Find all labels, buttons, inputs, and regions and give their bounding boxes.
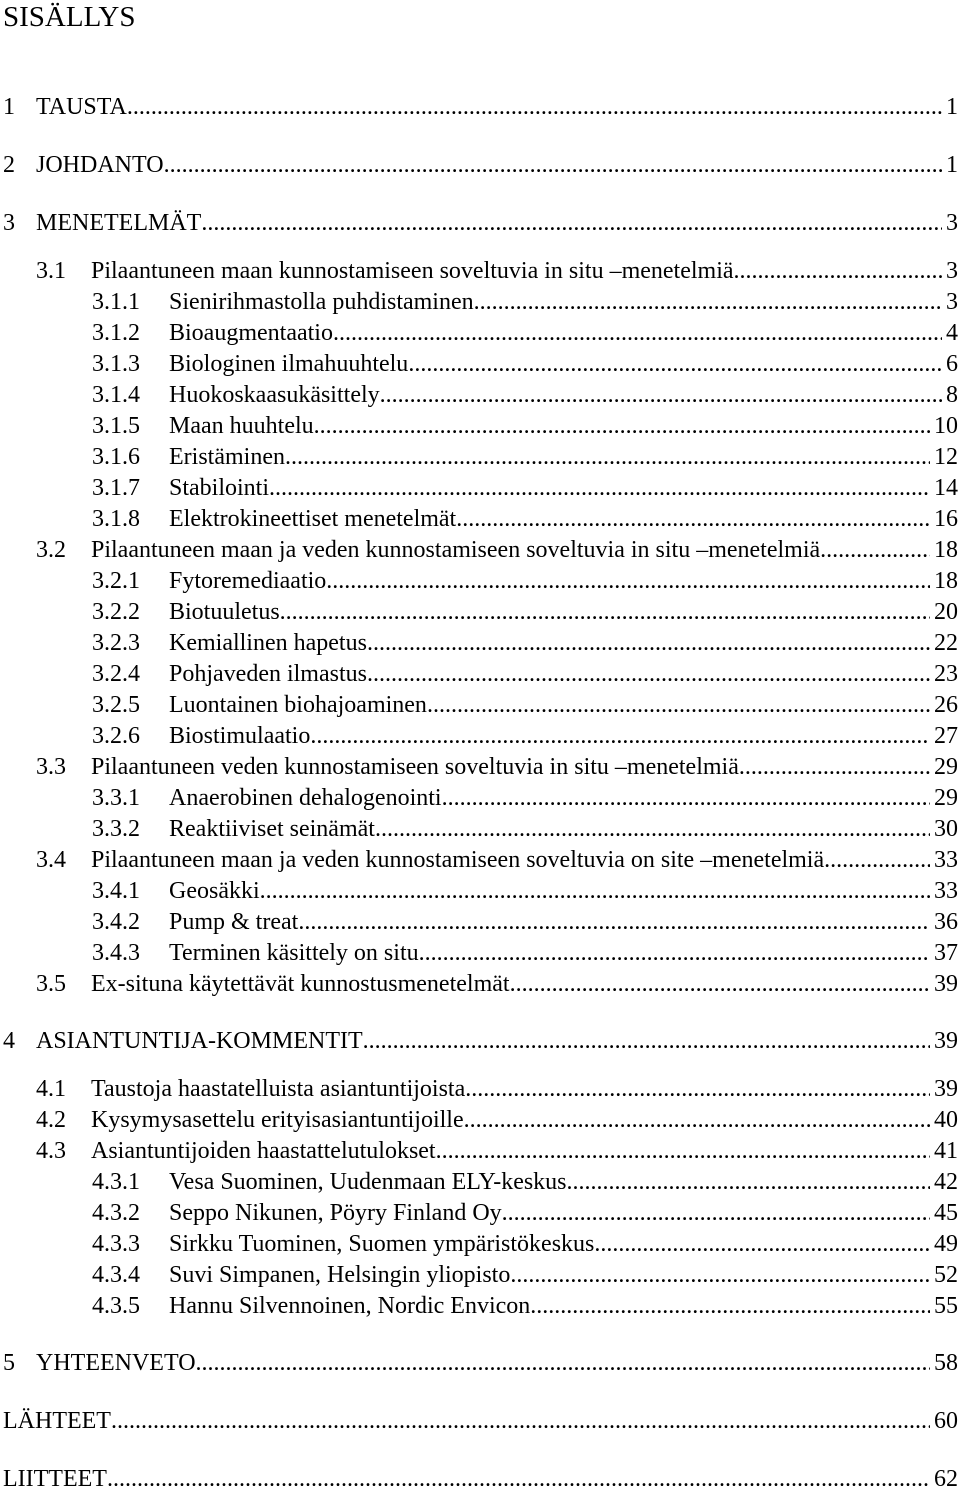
toc-entry[interactable]: [0, 876, 958, 906]
toc-entry-page-number: 3: [946, 289, 958, 315]
toc-entry-number: 3.1.7: [92, 475, 140, 501]
toc-dot-leader: [269, 473, 930, 503]
toc-entry-number: 4.3.3: [92, 1231, 140, 1257]
toc-entry-page-number: 27: [934, 723, 958, 749]
page-title: SISÄLLYS: [3, 1, 136, 33]
toc-dot-leader: [456, 504, 930, 534]
toc-entry-title: Pohjaveden ilmastus: [169, 661, 367, 687]
toc-entry-page-number: 40: [934, 1107, 958, 1133]
toc-entry-title: Sirkku Tuominen, Suomen ympäristökeskus: [169, 1231, 595, 1257]
toc-entry-number: 3.2.1: [92, 568, 140, 594]
toc-entry-number: 4: [3, 1028, 15, 1054]
toc-dot-leader: [201, 208, 942, 238]
toc-entry-number: 3.2.5: [92, 692, 140, 718]
toc-entry-page-number: 36: [934, 909, 958, 935]
toc-entry-number: 3.1.3: [92, 351, 140, 377]
toc-entry-title: Huokoskaasukäsittely: [169, 382, 380, 408]
toc-entry-page-number: 8: [946, 382, 958, 408]
toc-entry-title: Taustoja haastatelluista asiantuntijoista: [91, 1076, 466, 1102]
toc-entry-page-number: 39: [934, 1076, 958, 1102]
toc-dot-leader: [427, 690, 930, 720]
toc-entry-page-number: 1: [946, 152, 958, 178]
toc-entry[interactable]: [0, 1198, 958, 1228]
toc-dot-leader: [367, 659, 930, 689]
toc-dot-leader: [464, 1105, 930, 1135]
toc-entry-title: Vesa Suominen, Uudenmaan ELY-keskus: [169, 1169, 567, 1195]
toc-entry[interactable]: [0, 1136, 958, 1166]
toc-entry-page-number: 29: [934, 785, 958, 811]
toc-entry-title: Luontainen biohajoaminen: [169, 692, 427, 718]
toc-entry-title: Asiantuntijoiden haastattelutulokset: [91, 1138, 436, 1164]
toc-entry-page-number: 4: [946, 320, 958, 346]
toc-entry-title: MENETELMÄT: [36, 210, 202, 236]
toc-entry-number: 3.1.8: [92, 506, 140, 532]
toc-entry-page-number: 52: [934, 1262, 958, 1288]
toc-entry[interactable]: [0, 783, 958, 813]
toc-entry[interactable]: [0, 845, 958, 875]
toc-entry-number: 4.3.5: [92, 1293, 140, 1319]
toc-dot-leader: [363, 1026, 930, 1056]
toc-dot-leader: [530, 1291, 930, 1321]
toc-entry-title: JOHDANTO: [36, 152, 164, 178]
toc-entry-number: 4.2: [36, 1107, 66, 1133]
toc-dot-leader: [734, 256, 942, 286]
toc-entry-number: 3.4.1: [92, 878, 140, 904]
toc-entry-number: 3.2.6: [92, 723, 140, 749]
toc-dot-leader: [310, 721, 930, 751]
toc-entry[interactable]: [0, 287, 958, 317]
toc-entry[interactable]: [0, 814, 958, 844]
toc-dot-leader: [474, 287, 942, 317]
toc-dot-leader: [107, 1464, 930, 1494]
toc-entry-title: Maan huuhtelu: [169, 413, 314, 439]
toc-entry[interactable]: [0, 504, 958, 534]
toc-entry[interactable]: [0, 1026, 958, 1056]
toc-dot-leader: [408, 349, 942, 379]
toc-entry-title: Kysymysasettelu erityisasiantuntijoille: [91, 1107, 464, 1133]
toc-entry-number: 3.1.4: [92, 382, 140, 408]
toc-entry[interactable]: [0, 150, 958, 180]
toc-dot-leader: [326, 566, 930, 596]
toc-dot-leader: [333, 318, 942, 348]
toc-entry-title: Pump & treat: [169, 909, 299, 935]
toc-entry-number: 3.2.2: [92, 599, 140, 625]
toc-entry-number: 3.2.3: [92, 630, 140, 656]
toc-entry-page-number: 42: [934, 1169, 958, 1195]
toc-dot-leader: [510, 1260, 930, 1290]
toc-entry[interactable]: [0, 1167, 958, 1197]
toc-entry-page-number: 33: [934, 847, 958, 873]
toc-entry-title: Ex-situna käytettävät kunnostusmenetelmät: [91, 971, 510, 997]
toc-entry-title: Terminen käsittely on situ: [169, 940, 419, 966]
toc-entry[interactable]: [0, 411, 958, 441]
toc-entry-title: Geosäkki: [169, 878, 260, 904]
toc-entry-page-number: 3: [946, 210, 958, 236]
toc-entry[interactable]: [0, 1105, 958, 1135]
toc-entry-page-number: 1: [946, 94, 958, 120]
toc-dot-leader: [567, 1167, 930, 1197]
toc-entry-title: LIITTEET: [3, 1466, 107, 1492]
toc-entry-page-number: 29: [934, 754, 958, 780]
toc-entry-page-number: 62: [934, 1466, 958, 1492]
toc-entry-number: 4.3.2: [92, 1200, 140, 1226]
toc-dot-leader: [594, 1229, 930, 1259]
toc-entry-title: Biologinen ilmahuuhtelu: [169, 351, 409, 377]
toc-entry-number: 4.3.1: [92, 1169, 140, 1195]
toc-entry-number: 3: [3, 210, 15, 236]
toc-entry-number: 3.3.1: [92, 785, 140, 811]
toc-dot-leader: [436, 1136, 930, 1166]
toc-entry-number: 4.3: [36, 1138, 66, 1164]
toc-entry-page-number: 14: [934, 475, 958, 501]
toc-entry-number: 3.1.1: [92, 289, 140, 315]
toc-entry-page-number: 12: [934, 444, 958, 470]
toc-dot-leader: [111, 1406, 930, 1436]
toc-entry-page-number: 3: [946, 258, 958, 284]
toc-entry-page-number: 18: [934, 568, 958, 594]
toc-entry-number: 2: [3, 152, 15, 178]
toc-dot-leader: [380, 380, 942, 410]
toc-dot-leader: [196, 1348, 930, 1378]
toc-entry-title: Elektrokineettiset menetelmät: [169, 506, 457, 532]
toc-entry-title: Fytoremediaatio: [169, 568, 327, 594]
toc-dot-leader: [510, 969, 930, 999]
toc-entry-page-number: 60: [934, 1408, 958, 1434]
toc-dot-leader: [375, 814, 930, 844]
toc-entry-title: YHTEENVETO: [36, 1350, 196, 1376]
toc-entry-number: 3.2: [36, 537, 66, 563]
toc-entry-title: Bioaugmentaatio: [169, 320, 333, 346]
toc-entry-title: Biotuuletus: [169, 599, 280, 625]
toc-dot-leader: [820, 535, 930, 565]
toc-entry-number: 1: [3, 94, 15, 120]
toc-entry-page-number: 16: [934, 506, 958, 532]
toc-entry-title: Sienirihmastolla puhdistaminen: [169, 289, 474, 315]
toc-entry-number: 3.1: [36, 258, 66, 284]
toc-entry-title: Seppo Nikunen, Pöyry Finland Oy: [169, 1200, 502, 1226]
toc-entry-number: 3.1.2: [92, 320, 140, 346]
toc-dot-leader: [367, 628, 930, 658]
toc-entry[interactable]: [0, 473, 958, 503]
toc-entry-title: Kemiallinen hapetus: [169, 630, 367, 656]
toc-entry-number: 5: [3, 1350, 15, 1376]
toc-entry-page-number: 49: [934, 1231, 958, 1257]
toc-entry-title: Eristäminen: [169, 444, 285, 470]
toc-entry[interactable]: [0, 1229, 958, 1259]
toc-entry[interactable]: [0, 690, 958, 720]
toc-entry[interactable]: [0, 566, 958, 596]
toc-entry[interactable]: [0, 92, 958, 122]
toc-entry[interactable]: [0, 349, 958, 379]
toc-dot-leader: [298, 907, 930, 937]
toc-entry-page-number: 45: [934, 1200, 958, 1226]
toc-entry-number: 3.4: [36, 847, 66, 873]
toc-entry-number: 3.3.2: [92, 816, 140, 842]
toc-entry[interactable]: [0, 969, 958, 999]
toc-entry[interactable]: [0, 380, 958, 410]
toc-dot-leader: [285, 442, 930, 472]
toc-entry-title: ASIANTUNTIJA-KOMMENTIT: [36, 1028, 363, 1054]
toc-entry-page-number: 18: [934, 537, 958, 563]
toc-entry-title: Pilaantuneen veden kunnostamiseen soveltuvia in situ –menetelmiä: [91, 754, 739, 780]
toc-entry-page-number: 39: [934, 1028, 958, 1054]
toc-entry-title: Biostimulaatio: [169, 723, 311, 749]
toc-entry-page-number: 23: [934, 661, 958, 687]
toc-entry[interactable]: [0, 208, 958, 238]
toc-entry-number: 4.1: [36, 1076, 66, 1102]
toc-entry-number: 3.3: [36, 754, 66, 780]
toc-entry[interactable]: [0, 597, 958, 627]
toc-entry[interactable]: [0, 628, 958, 658]
toc-dot-leader: [127, 92, 942, 122]
toc-entry-page-number: 58: [934, 1350, 958, 1376]
toc-entry-title: Reaktiiviset seinämät: [169, 816, 375, 842]
toc-entry-title: Suvi Simpanen, Helsingin yliopisto: [169, 1262, 511, 1288]
toc-dot-leader: [260, 876, 930, 906]
toc-entry-title: Anaerobinen dehalogenointi: [169, 785, 442, 811]
toc-entry[interactable]: [0, 1348, 958, 1378]
toc-entry[interactable]: [0, 535, 958, 565]
toc-entry[interactable]: [0, 721, 958, 751]
toc-entry[interactable]: [0, 1291, 958, 1321]
toc-entry-page-number: 37: [934, 940, 958, 966]
toc-entry-page-number: 10: [934, 413, 958, 439]
toc-entry-title: LÄHTEET: [3, 1408, 111, 1434]
toc-dot-leader: [824, 845, 930, 875]
toc-entry[interactable]: [0, 907, 958, 937]
toc-entry[interactable]: [0, 1464, 958, 1494]
toc-entry[interactable]: [0, 938, 958, 968]
toc-dot-leader: [739, 752, 930, 782]
toc-entry-title: TAUSTA: [36, 94, 127, 120]
toc-entry-number: 3.1.6: [92, 444, 140, 470]
toc-dot-leader: [280, 597, 930, 627]
toc-entry-page-number: 26: [934, 692, 958, 718]
toc-entry-title: Pilaantuneen maan ja veden kunnostamiseen soveltuvia in situ –menetelmiä: [91, 537, 821, 563]
toc-entry-page-number: 22: [934, 630, 958, 656]
toc-entry-number: 3.4.2: [92, 909, 140, 935]
toc-entry[interactable]: [0, 659, 958, 689]
toc-entry-title: Pilaantuneen maan ja veden kunnostamiseen soveltuvia on site –menetelmiä: [91, 847, 825, 873]
toc-entry-page-number: 41: [934, 1138, 958, 1164]
toc-entry-number: 3.4.3: [92, 940, 140, 966]
toc-dot-leader: [465, 1074, 930, 1104]
toc-entry-number: 4.3.4: [92, 1262, 140, 1288]
toc-entry-title: Stabilointi: [169, 475, 270, 501]
toc-entry[interactable]: [0, 318, 958, 348]
toc-entry[interactable]: [0, 442, 958, 472]
toc-entry-page-number: 6: [946, 351, 958, 377]
toc-entry-title: Hannu Silvennoinen, Nordic Envicon: [169, 1293, 531, 1319]
toc-entry-number: 3.2.4: [92, 661, 140, 687]
toc-entry[interactable]: [0, 1260, 958, 1290]
toc-entry-page-number: 33: [934, 878, 958, 904]
toc-dot-leader: [502, 1198, 930, 1228]
toc-dot-leader: [442, 783, 930, 813]
toc-entry[interactable]: [0, 752, 958, 782]
toc-dot-leader: [419, 938, 930, 968]
toc-entry-number: 3.5: [36, 971, 66, 997]
toc-entry-number: 3.1.5: [92, 413, 140, 439]
toc-dot-leader: [314, 411, 930, 441]
toc-entry[interactable]: [0, 256, 958, 286]
toc-entry-page-number: 30: [934, 816, 958, 842]
toc-entry-page-number: 39: [934, 971, 958, 997]
toc-entry-title: Pilaantuneen maan kunnostamiseen soveltuvia in situ –menetelmiä: [91, 258, 734, 284]
toc-entry-page-number: 55: [934, 1293, 958, 1319]
toc-dot-leader: [164, 150, 942, 180]
toc-entry-page-number: 20: [934, 599, 958, 625]
toc-entry[interactable]: [0, 1406, 958, 1436]
toc-entry[interactable]: [0, 1074, 958, 1104]
